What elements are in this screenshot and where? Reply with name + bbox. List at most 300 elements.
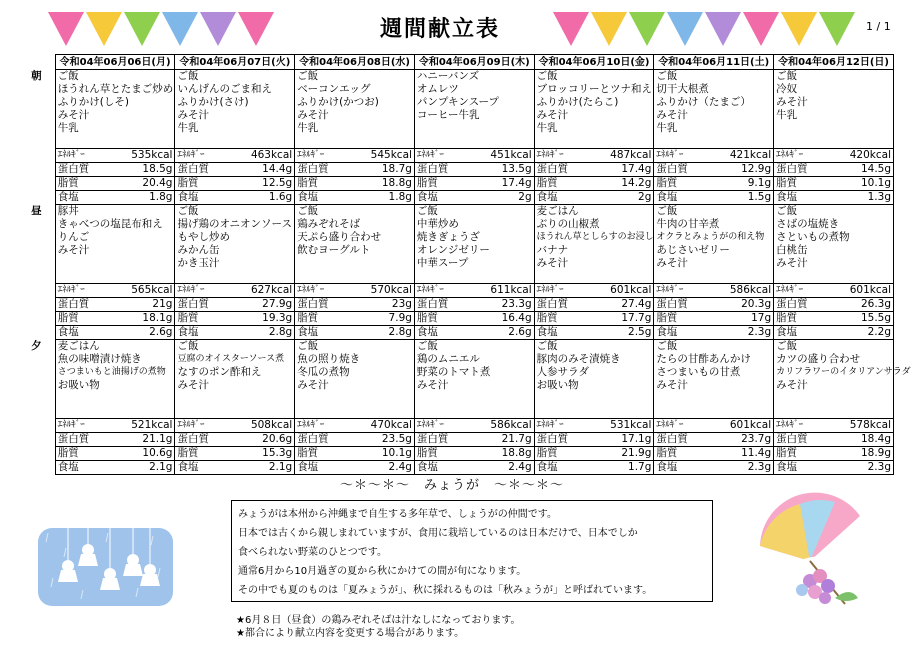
nutrient-label: 脂質 <box>534 312 596 326</box>
dish-item: みそ汁 <box>656 257 688 269</box>
bunting-flag <box>629 12 665 46</box>
nutrient-label: 食塩 <box>654 191 716 205</box>
meal-label: 夕 <box>31 339 42 352</box>
nutrient-value: 19.3g <box>237 312 294 326</box>
dish-item: 牛乳 <box>57 122 79 134</box>
nutrient-label: 蛋白質 <box>774 433 836 447</box>
dish-item: 切干大根煮 <box>656 83 709 95</box>
nutrient-value: 535kcal <box>118 149 175 163</box>
dish-item: ふりかけ(たらこ) <box>536 96 619 108</box>
nutrient-label: 食塩 <box>55 191 117 205</box>
day-header: 令和04年06月11日(土) <box>654 55 774 70</box>
nutrient-value: 27.9g <box>237 298 294 312</box>
nutrient-label: 食塩 <box>175 461 237 475</box>
nutrient-value: 23.5g <box>357 433 414 447</box>
nutrient-label: 脂質 <box>654 177 716 191</box>
dish-item: みそ汁 <box>656 379 688 391</box>
nutrient-label: 蛋白質 <box>295 298 357 312</box>
nutrient-value: 10.1g <box>357 447 414 461</box>
nutrient-value: 21g <box>118 298 175 312</box>
nutrient-value: 2.4g <box>477 461 534 475</box>
nutrient-value: 601kcal <box>836 284 894 298</box>
nutrient-value: 17.7g <box>597 312 654 326</box>
dish-item: 麦ごはん <box>57 340 100 352</box>
meal-dishes-row <box>18 340 894 419</box>
nutrient-label: 脂質 <box>414 447 476 461</box>
nutrient-value: 18.8g <box>477 447 534 461</box>
dish-item: ご飯 <box>776 340 798 352</box>
nutrient-value: 17.4g <box>477 177 534 191</box>
nutrient-label: ｴﾈﾙｷﾞｰ <box>534 149 596 163</box>
meal-dishes-row <box>18 205 894 284</box>
dish-cell <box>295 205 415 284</box>
dish-item: さといもの煮物 <box>776 231 850 243</box>
nutrition-row-salt <box>18 191 894 205</box>
nutrient-label: 食塩 <box>414 461 476 475</box>
nutrient-value: 16.4g <box>477 312 534 326</box>
nutrient-value: 9.1g <box>716 177 773 191</box>
nutrient-value: 20.6g <box>237 433 294 447</box>
dish-item: みそ汁 <box>536 257 569 269</box>
info-line: みょうがは本州から沖縄まで自生する多年草で、しょうがの仲間です。 <box>238 509 557 520</box>
nutrient-label: ｴﾈﾙｷﾞｰ <box>175 419 237 433</box>
nutrient-value: 2.2g <box>836 326 894 340</box>
dish-cell <box>654 70 774 149</box>
nutrient-label: 食塩 <box>534 326 596 340</box>
nutrient-value: 470kcal <box>357 419 414 433</box>
nutrition-row-energy <box>18 419 894 433</box>
nutrient-label: ｴﾈﾙｷﾞｰ <box>414 284 476 298</box>
dish-item: 豚丼 <box>57 205 79 217</box>
dish-cell <box>55 70 175 149</box>
dish-item: 魚の照り焼き <box>297 353 361 365</box>
teruteru-bozu-illustration <box>38 528 173 606</box>
dish-item: 牛肉の甘辛煮 <box>656 218 720 230</box>
nutrient-label: 脂質 <box>175 177 237 191</box>
dish-item <box>297 392 412 405</box>
nutrient-value: 21.9g <box>597 447 654 461</box>
nutrient-label: 脂質 <box>534 177 596 191</box>
nutrient-label: 食塩 <box>654 326 716 340</box>
nutrient-label: ｴﾈﾙｷﾞｰ <box>55 284 117 298</box>
nutrient-value: 1.5g <box>716 191 773 205</box>
nutrient-label: 蛋白質 <box>175 298 237 312</box>
nutrient-label: 脂質 <box>55 312 117 326</box>
dish-item: みそ汁 <box>177 109 209 121</box>
bunting-flag <box>591 12 627 46</box>
nutrition-row-fat <box>18 447 894 461</box>
dish-item: ぶりの山椒煮 <box>536 218 600 230</box>
dish-item: 飲むヨーグルト <box>297 244 371 256</box>
dish-cell <box>175 340 295 419</box>
nutrient-label: 蛋白質 <box>175 433 237 447</box>
nutrition-row-protein <box>18 298 894 312</box>
nutrient-value: 545kcal <box>357 149 414 163</box>
nutrient-label: 脂質 <box>175 447 237 461</box>
nutrition-row-fat <box>18 177 894 191</box>
dish-item: 豚肉のみそ漬焼き <box>536 353 621 365</box>
nutrient-label: 蛋白質 <box>55 433 117 447</box>
dish-cell <box>175 70 295 149</box>
nutrient-label: ｴﾈﾙｷﾞｰ <box>774 149 836 163</box>
dish-item <box>177 392 292 405</box>
nutrient-label: ｴﾈﾙｷﾞｰ <box>774 284 836 298</box>
nutrient-value: 18.8g <box>357 177 414 191</box>
nutrient-label: ｴﾈﾙｷﾞｰ <box>55 149 117 163</box>
nutrient-value: 17.4g <box>597 163 654 177</box>
nutrient-label: 蛋白質 <box>414 163 476 177</box>
nutrient-value: 1.3g <box>836 191 894 205</box>
nutrient-value: 627kcal <box>237 284 294 298</box>
nutrient-value: 2.1g <box>237 461 294 475</box>
dish-cell <box>774 340 911 419</box>
nutrient-value: 14.5g <box>836 163 894 177</box>
nutrient-value: 17g <box>716 312 773 326</box>
bunting-flag <box>781 12 817 46</box>
nutrient-value: 2g <box>597 191 654 205</box>
nutrient-label: 蛋白質 <box>534 163 596 177</box>
meal-dishes-row <box>18 70 894 149</box>
page-number: 1 / 1 <box>866 20 891 33</box>
dish-item: バナナ <box>536 244 569 256</box>
dish-item: ご飯 <box>297 340 319 352</box>
nutrient-label: 脂質 <box>414 177 476 191</box>
day-header-row <box>18 55 894 70</box>
nutrient-label: 食塩 <box>295 191 357 205</box>
nutrient-value: 17.1g <box>597 433 654 447</box>
bunting-left <box>48 12 276 52</box>
dish-item: いんげんのごま和え <box>177 83 272 95</box>
nutrient-value: 611kcal <box>477 284 534 298</box>
dish-item: ふりかけ（たまご） <box>656 96 751 108</box>
nutrition-row-salt <box>18 326 894 340</box>
dish-item: ご飯 <box>177 205 199 217</box>
dish-cell <box>654 340 774 419</box>
dish-item: さつまいもと油揚げの煮物 <box>57 367 166 377</box>
nutrient-value: 1.7g <box>597 461 654 475</box>
dish-item: ご飯 <box>177 70 199 82</box>
dish-item: ブロッコリーとツナ和え <box>536 83 652 95</box>
dish-item: さばの塩焼き <box>776 218 840 230</box>
dish-item: みそ汁 <box>416 379 449 391</box>
dish-item <box>656 392 771 405</box>
nutrient-value: 20.3g <box>716 298 773 312</box>
nutrient-label: 脂質 <box>175 312 237 326</box>
dish-item: ふりかけ(かつお) <box>297 96 379 108</box>
dish-item: 牛乳 <box>297 122 319 134</box>
nutrient-label: 食塩 <box>774 191 836 205</box>
nutrient-value: 420kcal <box>836 149 894 163</box>
bunting-flag <box>238 12 274 46</box>
bunting-flag <box>124 12 160 46</box>
nutrient-value: 11.4g <box>716 447 773 461</box>
myoga-info-box <box>231 500 713 602</box>
dish-item <box>58 392 173 405</box>
dish-item: ご飯 <box>177 340 199 352</box>
dish-item: コーヒー牛乳 <box>416 109 480 121</box>
nutrient-label: ｴﾈﾙｷﾞｰ <box>295 419 357 433</box>
nutrient-value: 23.3g <box>477 298 534 312</box>
nutrient-label: 蛋白質 <box>534 433 596 447</box>
nutrient-label: 脂質 <box>534 447 596 461</box>
nutrient-label: ｴﾈﾙｷﾞｰ <box>654 284 716 298</box>
dish-item: 牛乳 <box>776 109 798 121</box>
nutrient-label: ｴﾈﾙｷﾞｰ <box>295 149 357 163</box>
bunting-flag <box>819 12 855 46</box>
nutrient-label: 蛋白質 <box>774 298 836 312</box>
dish-item: もやし炒め <box>177 231 230 243</box>
meal-label: 昼 <box>31 204 42 217</box>
dish-item: ほうれん草とたまご炒め <box>57 83 174 95</box>
dish-item: お吸い物 <box>536 379 579 391</box>
nutrient-label: 食塩 <box>175 191 237 205</box>
nutrition-row-protein <box>18 163 894 177</box>
nutrient-value: 20.4g <box>118 177 175 191</box>
dish-item: みそ汁 <box>57 109 90 121</box>
nutrient-value: 586kcal <box>477 419 534 433</box>
nutrient-value: 531kcal <box>597 419 654 433</box>
dish-item: 野菜のトマト煮 <box>416 366 491 378</box>
dish-item <box>417 392 532 405</box>
dish-item <box>537 392 652 405</box>
nutrient-value: 23.7g <box>716 433 773 447</box>
nutrient-label: 食塩 <box>175 326 237 340</box>
dish-cell <box>295 340 415 419</box>
nutrient-label: 食塩 <box>414 326 476 340</box>
nutrient-label: 蛋白質 <box>175 163 237 177</box>
dish-item: 冷奴 <box>776 83 798 95</box>
nutrient-label: 蛋白質 <box>654 298 716 312</box>
dish-item: きゃべつの塩昆布和え <box>57 218 163 230</box>
bunting-flag <box>705 12 741 46</box>
dish-item: 魚の味噌漬け焼き <box>57 353 142 365</box>
dish-item: みそ汁 <box>776 257 808 269</box>
nutrient-value: 2.6g <box>477 326 534 340</box>
nutrient-value: 26.3g <box>836 298 894 312</box>
nutrient-label: 脂質 <box>55 177 117 191</box>
dish-item: 揚げ鶏のオニオンソース <box>177 218 293 230</box>
nutrient-label: 食塩 <box>295 326 357 340</box>
dish-item: 牛乳 <box>177 122 199 134</box>
nutrient-value: 2.3g <box>716 326 773 340</box>
nutrient-value: 14.4g <box>237 163 294 177</box>
dish-cell <box>774 70 894 149</box>
dish-item: ハニーバンズ <box>416 70 480 82</box>
dish-item: みそ汁 <box>177 379 209 391</box>
nutrient-value: 13.5g <box>477 163 534 177</box>
bunting-flag <box>743 12 779 46</box>
nutrition-row-energy <box>18 149 894 163</box>
dish-item: ご飯 <box>776 205 798 217</box>
nutrient-label: ｴﾈﾙｷﾞｰ <box>654 419 716 433</box>
bunting-flag <box>162 12 198 46</box>
dish-item: 麦ごはん <box>536 205 579 217</box>
nutrient-value: 451kcal <box>477 149 534 163</box>
dish-item: さつまいもの甘煮 <box>656 366 741 378</box>
dish-item: パンプキンスープ <box>416 96 500 108</box>
nutrient-label: 食塩 <box>534 461 596 475</box>
dish-cell <box>654 205 774 284</box>
nutrient-value: 586kcal <box>716 284 773 298</box>
dish-cell <box>414 70 534 149</box>
nutrient-label: ｴﾈﾙｷﾞｰ <box>774 419 836 433</box>
nutrient-value: 421kcal <box>716 149 773 163</box>
dish-item: ご飯 <box>297 205 319 217</box>
dish-cell <box>414 340 534 419</box>
nutrient-label: ｴﾈﾙｷﾞｰ <box>534 419 596 433</box>
nutrient-value: 565kcal <box>118 284 175 298</box>
dish-item: あじさいゼリー <box>656 244 730 256</box>
nutrient-value: 15.3g <box>237 447 294 461</box>
nutrient-value: 2.3g <box>836 461 894 475</box>
umbrella-hydrangea-illustration <box>740 486 880 616</box>
dish-cell <box>295 70 415 149</box>
nutrient-label: 脂質 <box>774 447 836 461</box>
dish-item: りんご <box>57 231 90 243</box>
dish-item: 冬瓜の煮物 <box>297 366 350 378</box>
nutrient-label: 蛋白質 <box>534 298 596 312</box>
nutrient-value: 1.6g <box>237 191 294 205</box>
dish-item <box>776 392 891 405</box>
dish-item: 鶏のムニエル <box>416 353 480 365</box>
nutrient-value: 1.8g <box>118 191 175 205</box>
nutrient-label: 食塩 <box>774 326 836 340</box>
dish-item: ふりかけ(しそ) <box>57 96 129 108</box>
nutrition-row-fat <box>18 312 894 326</box>
nutrient-value: 578kcal <box>836 419 894 433</box>
nutrient-label: 蛋白質 <box>295 433 357 447</box>
nutrient-label: 食塩 <box>534 191 596 205</box>
nutrient-value: 14.2g <box>597 177 654 191</box>
weekly-menu-table <box>18 54 911 475</box>
dish-item: ご飯 <box>416 340 438 352</box>
dish-item: カツの盛り合わせ <box>776 353 861 365</box>
dish-item: みかん缶 <box>177 244 220 256</box>
bunting-flag <box>86 12 122 46</box>
nutrient-label: 脂質 <box>774 177 836 191</box>
dish-item: 中華炒め <box>416 218 459 230</box>
info-line: その中でも夏のものは「夏みょうが」、秋に採れるものは「秋みょうが」と呼ばれています。 <box>238 585 653 596</box>
dish-cell <box>414 205 534 284</box>
nutrition-row-energy <box>18 284 894 298</box>
nutrient-value: 508kcal <box>237 419 294 433</box>
nutrient-label: 脂質 <box>654 312 716 326</box>
dish-item: ご飯 <box>416 205 438 217</box>
nutrient-value: 2.1g <box>118 461 175 475</box>
dish-item <box>776 122 891 135</box>
nutrient-value: 487kcal <box>597 149 654 163</box>
dish-item: 豆腐のオイスターソース煮 <box>177 354 285 364</box>
dish-item: ご飯 <box>656 205 678 217</box>
nutrient-value: 27.4g <box>597 298 654 312</box>
dish-item: 人参サラダ <box>536 366 590 378</box>
column-title: ～＊～＊～ みょうが ～＊～＊～ <box>340 478 565 493</box>
bunting-flag <box>48 12 84 46</box>
dish-item: ご飯 <box>776 70 798 82</box>
bunting-flag <box>200 12 236 46</box>
nutrient-value: 2.8g <box>357 326 414 340</box>
dish-item: みそ汁 <box>57 244 90 256</box>
nutrient-label: 脂質 <box>295 177 357 191</box>
day-header: 令和04年06月10日(金) <box>534 55 654 70</box>
nutrient-value: 18.5g <box>118 163 175 177</box>
nutrient-label: ｴﾈﾙｷﾞｰ <box>295 284 357 298</box>
nutrient-value: 2.8g <box>237 326 294 340</box>
dish-item: カリフラワーのイタリアンサラダ <box>776 367 911 377</box>
nutrient-value: 2.6g <box>118 326 175 340</box>
nutrient-label: ｴﾈﾙｷﾞｰ <box>534 284 596 298</box>
info-line: 日本では古くから親しまれていますが、食用に栽培しているのは日本だけで、日本でしか <box>238 528 638 539</box>
dish-item: ふりかけ(さけ) <box>177 96 249 108</box>
dish-item: ご飯 <box>656 340 678 352</box>
nutrient-value: 601kcal <box>716 419 773 433</box>
nutrient-label: ｴﾈﾙｷﾞｰ <box>654 149 716 163</box>
day-header: 令和04年06月07日(火) <box>175 55 295 70</box>
nutrient-label: ｴﾈﾙｷﾞｰ <box>414 149 476 163</box>
dish-cell <box>55 340 175 419</box>
nutrient-label: 脂質 <box>774 312 836 326</box>
nutrient-value: 10.1g <box>836 177 894 191</box>
nutrient-value: 2.3g <box>716 461 773 475</box>
nutrient-label: 食塩 <box>654 461 716 475</box>
nutrient-label: ｴﾈﾙｷﾞｰ <box>175 149 237 163</box>
bunting-right <box>553 12 857 52</box>
nutrient-value: 12.5g <box>237 177 294 191</box>
info-line: 食べられない野菜のひとつです。 <box>238 547 387 558</box>
nutrient-label: 蛋白質 <box>654 433 716 447</box>
dish-item: たらの甘酢あんかけ <box>656 353 751 365</box>
nutrient-label: 蛋白質 <box>295 163 357 177</box>
dish-item: みそ汁 <box>297 379 329 391</box>
dish-item: 牛乳 <box>656 122 678 134</box>
nutrient-value: 18.1g <box>118 312 175 326</box>
page-title: 週間献立表 <box>380 17 501 42</box>
dish-item: 牛乳 <box>536 122 558 134</box>
nutrient-value: 21.7g <box>477 433 534 447</box>
nutrient-label: 食塩 <box>295 461 357 475</box>
bunting-flag <box>667 12 703 46</box>
nutrient-label: 蛋白質 <box>55 298 117 312</box>
nutrient-value: 7.9g <box>357 312 414 326</box>
dish-item: 鶏みぞれそば <box>297 218 361 230</box>
dish-item <box>297 257 412 270</box>
nutrient-value: 2.4g <box>357 461 414 475</box>
nutrient-label: 蛋白質 <box>654 163 716 177</box>
day-header: 令和04年06月12日(日) <box>774 55 894 70</box>
dish-item <box>58 257 173 270</box>
nutrient-label: 脂質 <box>55 447 117 461</box>
nutrient-label: ｴﾈﾙｷﾞｰ <box>175 284 237 298</box>
header-blank <box>18 55 55 70</box>
dish-item: なすのポン酢和え <box>177 366 262 378</box>
dish-item: みそ汁 <box>536 109 569 121</box>
dish-item: オムレツ <box>416 83 459 95</box>
nutrient-value: 21.1g <box>118 433 175 447</box>
dish-item: オクラとみょうがの和え物 <box>656 232 765 242</box>
nutrient-label: ｴﾈﾙｷﾞｰ <box>414 419 476 433</box>
dish-item: ご飯 <box>656 70 678 82</box>
nutrient-value: 18.9g <box>836 447 894 461</box>
nutrient-value: 15.5g <box>836 312 894 326</box>
note-line: ★6月８日（昼食）の鶏みぞれそばは汁なしになっております。 <box>236 615 521 626</box>
note-line: ★都合により献立内容を変更する場合があります。 <box>236 628 465 639</box>
nutrient-value: 12.9g <box>716 163 773 177</box>
nutrient-label: 脂質 <box>414 312 476 326</box>
dish-item: かき玉汁 <box>177 257 220 269</box>
dish-cell <box>55 205 175 284</box>
dish-item: お吸い物 <box>57 379 100 391</box>
dish-item: ご飯 <box>536 70 558 82</box>
